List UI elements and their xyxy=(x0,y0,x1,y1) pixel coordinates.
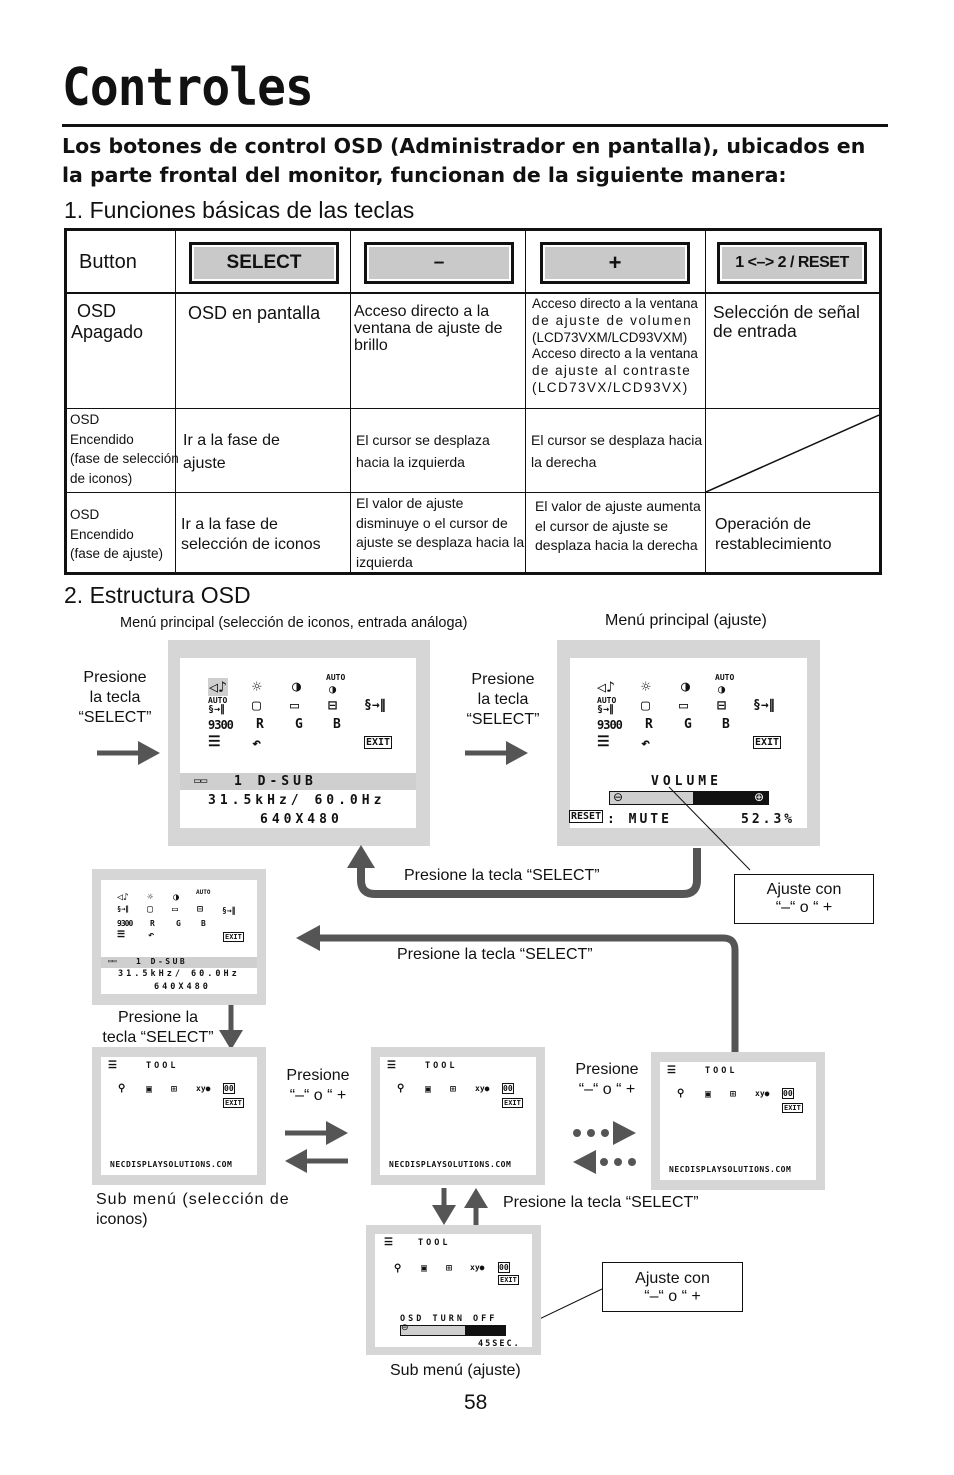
row1-reset: Selección de señal de entrada xyxy=(713,302,860,341)
press-select-a: Presione la tecla “SELECT” xyxy=(78,669,152,726)
caption-sub-icons: Sub menú (selección de iconos) xyxy=(96,1191,290,1228)
intro-text: Los botones de control OSD (Administrador en pantalla), ubicados en la parte frontal del monitor, funcionan de la siguiente manera: xyxy=(62,134,866,187)
auto-contrast-icon: AUTO xyxy=(715,673,735,682)
osd-freq: 31.5kHz/ 60.0Hz xyxy=(208,793,386,808)
info-icon: 00 xyxy=(224,1084,234,1093)
color-r: R xyxy=(256,717,264,732)
language-icon: ⚲ xyxy=(118,1083,126,1094)
section-heading-2: 2. Estructura OSD xyxy=(64,582,251,608)
osd-tool: TOOL xyxy=(425,1061,458,1071)
minus-key: – xyxy=(364,242,514,284)
page-number: 58 xyxy=(464,1391,488,1414)
exit-icon: EXIT xyxy=(504,1099,521,1107)
brightness-icon: ☼ xyxy=(252,677,262,696)
color-temp-9300: 9300 xyxy=(208,718,233,732)
row1-select: OSD en pantalla xyxy=(188,303,321,323)
row2-select: Ir a la fase de ajuste xyxy=(183,432,280,472)
select-key: SELECT xyxy=(189,242,339,284)
row2-label: OSD Encendido (fase de selección de iconos) xyxy=(70,412,179,486)
reset-icon: ↶ xyxy=(252,734,262,752)
row3-reset: Operación de restablecimiento xyxy=(715,516,832,553)
osd-dsub: 1 D-SUB xyxy=(234,774,317,789)
fine-icon: §→∥ xyxy=(364,698,387,713)
fine-icon: §→∥ xyxy=(753,698,776,713)
caption-main-icons: Menú principal (selección de iconos, entrada análoga) xyxy=(120,615,468,631)
osd-position-icon: ▣ xyxy=(705,1089,712,1100)
lock-icon: ⊞ xyxy=(446,1263,453,1274)
press-select-line2: Presione la tecla “SELECT” xyxy=(397,946,593,963)
osd-screen-sub-3 xyxy=(651,1052,825,1190)
contrast-icon: ◑ xyxy=(681,677,691,695)
position-icon: ▢ xyxy=(641,696,651,714)
auto-adjust-icon: AUTO xyxy=(208,696,228,705)
minus-circle-icon: ⊖ xyxy=(401,1323,409,1333)
auto-contrast-icon: AUTO xyxy=(196,889,211,896)
auto-contrast-icon: AUTO xyxy=(326,673,346,682)
xy-icon: xy● xyxy=(196,1084,211,1093)
row1-minus: Acceso directo a la ventana de ajuste de brillo xyxy=(354,303,503,354)
osd-screen-small xyxy=(92,869,266,1005)
page-title: Controles xyxy=(62,58,313,118)
osd-tool: TOOL xyxy=(146,1061,179,1071)
row2-plus: El cursor se desplaza hacia la derecha xyxy=(531,432,703,470)
auto-adjust-icon: AUTO xyxy=(597,696,617,705)
osd-screen-sub-adjust xyxy=(366,1225,541,1355)
exit-icon: EXIT xyxy=(784,1104,801,1112)
osd-res: 640X480 xyxy=(260,812,343,827)
osd-turnoff: OSD TURN OFF xyxy=(400,1314,498,1324)
auto-adjust-symbol: §→∥ xyxy=(597,704,615,715)
tool-icon: ☰ xyxy=(117,930,126,940)
size-icon: ▭ xyxy=(172,904,179,915)
press-minus-plus-b: Presione “–“ o “ + xyxy=(575,1061,639,1098)
lock-icon: ⊞ xyxy=(171,1084,178,1095)
osd-volume: VOLUME xyxy=(651,774,722,789)
osd-mute: : MUTE xyxy=(607,812,672,827)
brightness-icon: ☼ xyxy=(641,677,651,696)
reset-icon: ↶ xyxy=(148,930,155,941)
osd-sec: 45SEC. xyxy=(478,1339,521,1349)
volume-icon: ◁♪ xyxy=(209,678,228,696)
osd-position-icon: ▣ xyxy=(146,1084,153,1095)
language-icon: ⚲ xyxy=(397,1083,405,1094)
row3-select: Ir a la fase de selección de iconos xyxy=(181,516,321,553)
size-icon: ▭ xyxy=(290,696,300,714)
row2-minus: El cursor se desplaza hacia la izquierda xyxy=(356,432,490,470)
volume-icon: ◁♪ xyxy=(117,892,130,903)
language-icon: ⚲ xyxy=(677,1088,685,1099)
osd-position-icon: ▣ xyxy=(425,1084,432,1095)
color-b: B xyxy=(201,919,206,928)
color-g: G xyxy=(176,919,181,928)
dsub-connector-icon: ▭▭ xyxy=(194,774,208,787)
lock-icon: ⊞ xyxy=(450,1084,457,1095)
tool-icon: ☰ xyxy=(387,1060,396,1071)
osd-freq-small: 31.5kHz/ 60.0Hz xyxy=(118,969,240,979)
row3-minus: El valor de ajuste disminuye o el cursor de ajuste se desplaza hacia la izquierda xyxy=(356,495,525,570)
osd-percent: 52.3% xyxy=(741,812,796,827)
dsub-connector-icon: ▭▭ xyxy=(108,957,117,965)
adjust-box-a: Ajuste con “–“ o “ + xyxy=(734,874,874,924)
row1-label: OSD Apagado xyxy=(71,301,144,342)
exit-icon: EXIT xyxy=(755,737,780,748)
contrast-icon: ◑ xyxy=(292,677,302,695)
exit-icon: EXIT xyxy=(366,737,391,748)
tool-icon: ☰ xyxy=(108,1060,117,1071)
osd-screen-sub-2 xyxy=(371,1047,545,1185)
turnoff-bar-fill xyxy=(401,1326,465,1335)
auto-adjust-symbol: §→∥ xyxy=(208,704,226,715)
color-b: B xyxy=(722,717,730,732)
color-temp-9300: 9300 xyxy=(117,919,133,928)
hsize-icon: ⊟ xyxy=(717,696,727,714)
osd-tool: TOOL xyxy=(418,1238,451,1248)
row3-label: OSD Encendido (fase de ajuste) xyxy=(70,507,164,561)
color-b: B xyxy=(333,717,341,732)
auto-contrast-symbol: ◑ xyxy=(718,682,726,696)
osd-url: NECDISPLAYSOLUTIONS.COM xyxy=(669,1165,792,1174)
color-g: G xyxy=(684,717,692,732)
section-heading-1: 1. Funciones básicas de las teclas xyxy=(64,197,415,223)
osd-screen-sub-1 xyxy=(92,1047,266,1185)
tool-icon: ☰ xyxy=(597,734,610,750)
osd-reset-label: RESET xyxy=(571,811,602,822)
osd-res-small: 640X480 xyxy=(154,982,211,992)
xy-icon: xy● xyxy=(475,1084,490,1093)
press-select-line1: Presione la tecla “SELECT” xyxy=(404,867,600,884)
osd-dsub-small: 1 D-SUB xyxy=(136,957,188,966)
position-icon: ▢ xyxy=(147,904,154,915)
info-icon: 00 xyxy=(503,1084,513,1093)
row1-plus: Acceso directo a la ventana de ajuste de volumen (LCD73VXM/LCD93VXM) Acceso directo a la ventana de ajuste al contraste (LCD73VX/LCD93VX) xyxy=(532,296,698,395)
caption-main-adjust: Menú principal (ajuste) xyxy=(605,612,767,629)
color-r: R xyxy=(150,919,155,928)
volume-icon: ◁♪ xyxy=(597,678,616,696)
info-icon: 00 xyxy=(783,1089,793,1098)
info-icon: 00 xyxy=(499,1263,509,1272)
press-minus-plus-a: Presione “–“ o “ + xyxy=(286,1067,350,1104)
size-icon: ▭ xyxy=(679,696,689,714)
language-icon: ⚲ xyxy=(394,1263,402,1274)
osd-url: NECDISPLAYSOLUTIONS.COM xyxy=(110,1160,233,1169)
osd-position-icon: ▣ xyxy=(421,1263,428,1274)
adjust-box-b: Ajuste con “–“ o “ + xyxy=(602,1262,743,1312)
exit-icon: EXIT xyxy=(225,1099,242,1107)
color-g: G xyxy=(295,717,303,732)
osd-url: NECDISPLAYSOLUTIONS.COM xyxy=(389,1160,512,1169)
lock-icon: ⊞ xyxy=(730,1089,737,1100)
row3-plus: El valor de ajuste aumenta el cursor de ajuste se desplaza hacia la derecha xyxy=(535,498,701,553)
xy-icon: xy● xyxy=(470,1263,485,1272)
osd-tool: TOOL xyxy=(705,1066,738,1076)
color-r: R xyxy=(645,717,653,732)
reset-icon: ↶ xyxy=(641,734,651,752)
plus-circle-icon: ⊕ xyxy=(754,790,765,804)
hsize-icon: ⊟ xyxy=(328,696,338,714)
fine-icon: §→∥ xyxy=(222,906,236,915)
press-select-c: Presione la tecla “SELECT” xyxy=(102,1009,214,1046)
exit-icon: EXIT xyxy=(500,1276,517,1284)
exit-icon: EXIT xyxy=(225,933,242,941)
press-select-d: Presione la tecla “SELECT” xyxy=(503,1194,699,1211)
color-temp-9300: 9300 xyxy=(597,718,622,732)
auto-contrast-symbol: ◑ xyxy=(329,682,337,696)
auto-adjust-icon: §→∥ xyxy=(117,905,129,913)
brightness-icon: ☼ xyxy=(147,892,154,903)
tool-icon: ☰ xyxy=(208,734,221,750)
tool-icon: ☰ xyxy=(384,1237,393,1248)
plus-key: + xyxy=(540,242,690,284)
press-select-b: Presione la tecla “SELECT” xyxy=(466,671,540,728)
reset-key: 1 <–> 2 / RESET xyxy=(717,242,867,284)
minus-circle-icon: ⊖ xyxy=(613,790,624,804)
xy-icon: xy● xyxy=(755,1089,770,1098)
header-button-label: Button xyxy=(79,251,137,273)
tool-icon: ☰ xyxy=(667,1065,676,1076)
hsize-icon: ⊟ xyxy=(197,904,204,915)
caption-sub-adjust: Sub menú (ajuste) xyxy=(390,1362,521,1379)
contrast-icon: ◑ xyxy=(173,892,180,903)
position-icon: ▢ xyxy=(252,696,262,714)
